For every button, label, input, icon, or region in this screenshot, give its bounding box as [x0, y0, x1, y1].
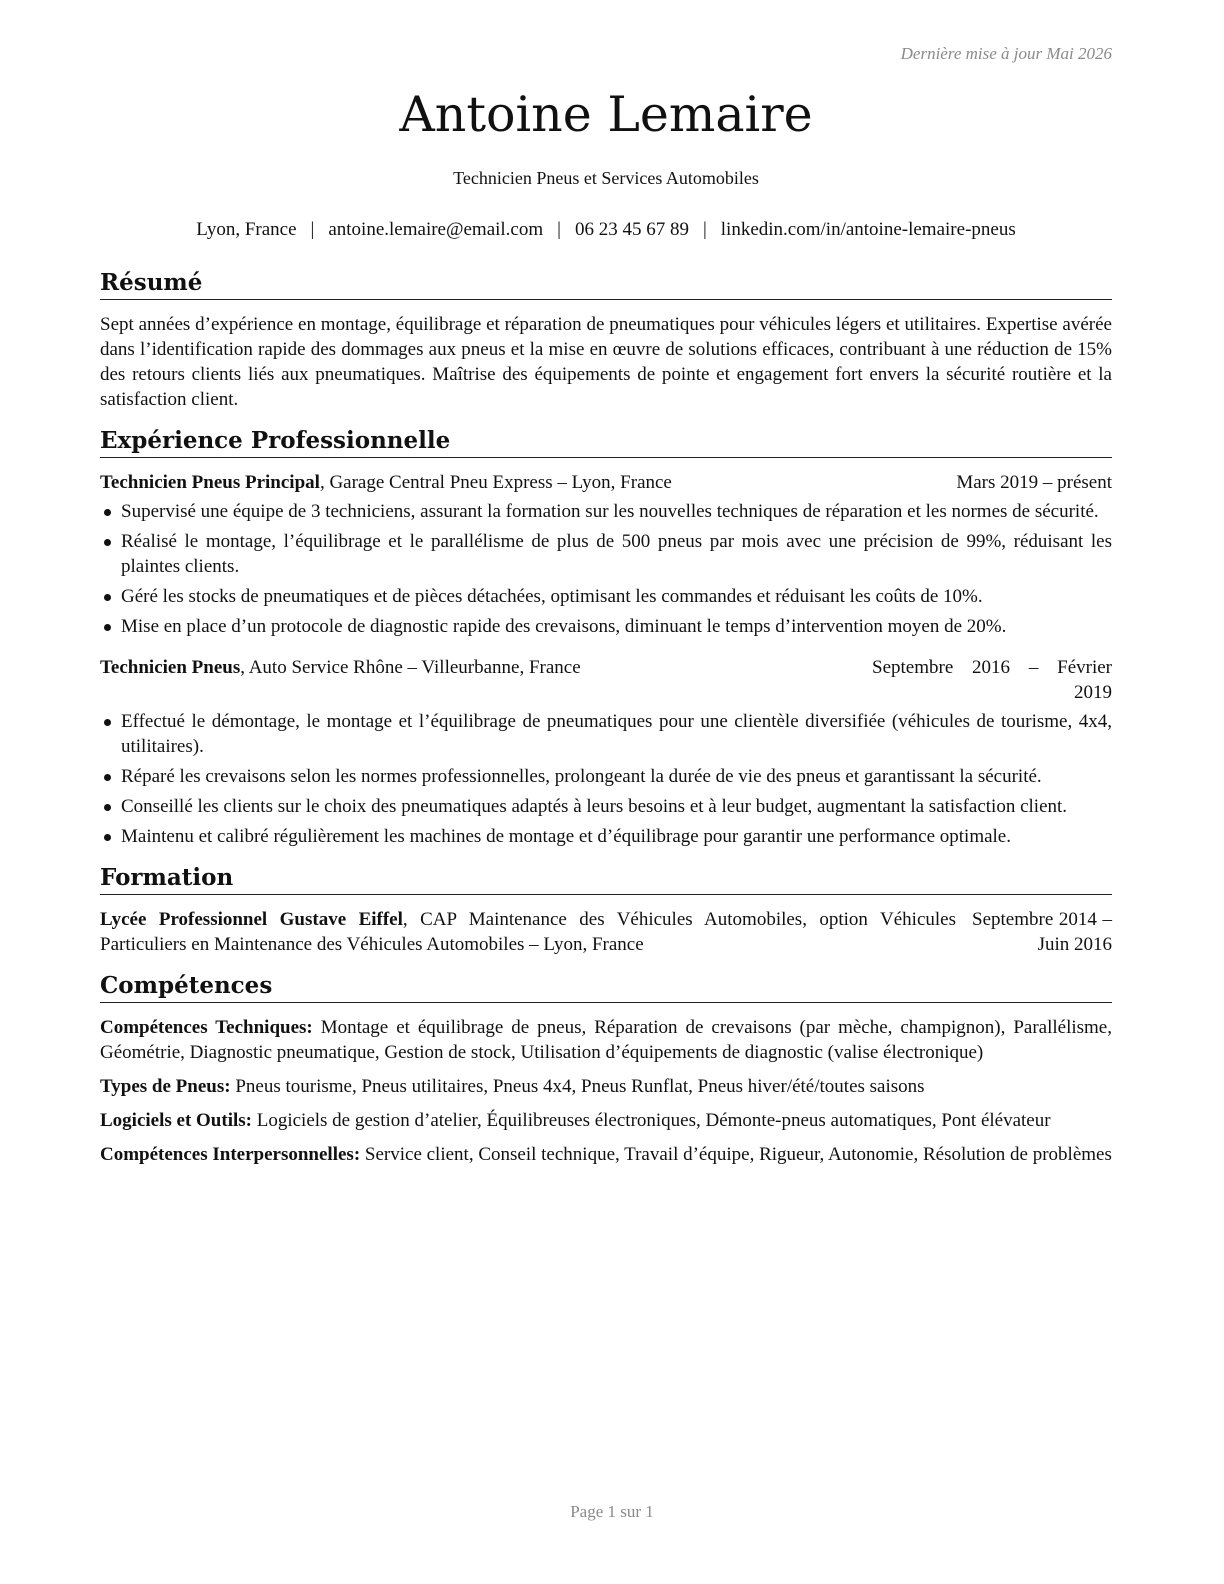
contact-linkedin[interactable]: linkedin.com/in/antoine-lemaire-pneus: [720, 219, 1016, 240]
job-company: , Auto Service Rhône – Villeurbanne, France: [240, 657, 581, 678]
job-bullets: [100, 499, 1112, 639]
skill-text: Montage et équilibrage de pneus, Réparation de crevaisons (par mèche, champignon), Parallélisme, Géométrie, Diagnostic pneumatique, Gestion de stock, Utilisation d’équipements de diagnostic (valise électronique): [100, 1017, 1112, 1063]
page-number: Page 1 sur 1: [570, 1502, 654, 1521]
job-dates: Septembre 2016 – Février 2019: [872, 657, 1112, 703]
education-school: Lycée Professionnel Gustave Eiffel: [100, 909, 403, 930]
skill-text: Pneus tourisme, Pneus utilitaires, Pneus 4x4, Pneus Runflat, Pneus hiver/été/toutes saisons: [230, 1076, 925, 1097]
section-heading: Compétences: [100, 971, 1112, 1003]
education-details: [100, 907, 972, 957]
skill-item: [100, 1142, 1112, 1167]
list-item: Conseillé les clients sur le choix des pneumatiques adaptés à leurs besoins et à leur budget, augmentant la satisfaction client.: [100, 794, 1112, 819]
job-bullets: [100, 709, 1112, 849]
education-section: [100, 863, 1112, 957]
job-dates: Mars 2019 – présent: [956, 472, 1112, 493]
education-entry: [100, 907, 1112, 957]
summary-text: Sept années d’expérience en montage, équilibrage et réparation de pneumatiques pour véhicules légers et utilitaires. Expertise avérée dans l’identification rapide des dommages aux pneus et la mise en œuvre de solutions efficaces, contribuant à une réduction de 15% des retours clients liés aux pneumatiques. Maîtrise des équipements de pointe et engagement fort envers la sécurité routière et la satisfaction client.: [100, 314, 1112, 410]
education-degree: , CAP Maintenance des Véhicules Automobiles, option Véhicules Particuliers en Maintenance des Véhicules Automobiles – Lyon, France: [100, 909, 956, 955]
skill-label: Compétences Interpersonnelles:: [100, 1144, 361, 1165]
list-item: Supervisé une équipe de 3 techniciens, assurant la formation sur les nouvelles techniques de réparation et les normes de sécurité.: [100, 499, 1112, 524]
list-item: Réparé les crevaisons selon les normes professionnelles, prolongeant la durée de vie des pneus et garantissant la sécurité.: [100, 764, 1112, 789]
section-heading: Résumé: [100, 268, 1112, 300]
skill-label: Logiciels et Outils:: [100, 1110, 252, 1131]
resume-content: [100, 268, 1112, 1181]
list-item: Mise en place d’un protocole de diagnostic rapide des crevaisons, diminuant le temps d’intervention moyen de 20%.: [100, 614, 1112, 639]
summary-section: [100, 268, 1112, 412]
education-dates: Septembre 2014 – Juin 2016: [972, 909, 1112, 955]
job-title-line: [100, 470, 956, 495]
contact-line: [100, 219, 1112, 241]
skill-text: Logiciels de gestion d’atelier, Équilibreuses électroniques, Démonte-pneus automatiques, Pont élévateur: [251, 1110, 1051, 1131]
list-item: Géré les stocks de pneumatiques et de pièces détachées, optimisant les commandes et réduisant les coûts de 10%.: [100, 584, 1112, 609]
skills-section: [100, 971, 1112, 1167]
skill-label: Types de Pneus:: [100, 1076, 231, 1097]
job-entry: [100, 470, 1112, 639]
contact-separator: |: [310, 219, 315, 240]
job-title-line: [100, 655, 872, 680]
job-title: Technicien Pneus: [100, 657, 241, 678]
candidate-title: Technicien Pneus et Services Automobiles: [453, 168, 759, 188]
job-title: Technicien Pneus Principal: [100, 472, 320, 493]
contact-separator: |: [557, 219, 561, 240]
contact-phone[interactable]: 06 23 45 67 89: [574, 219, 689, 240]
skill-item: [100, 1108, 1112, 1133]
contact-location: Lyon, France: [196, 219, 297, 240]
section-heading: Expérience Professionnelle: [100, 426, 1112, 458]
contact-separator: |: [702, 219, 707, 240]
job-header: [100, 470, 1112, 495]
job-header: [100, 655, 1112, 705]
skill-label: Compétences Techniques:: [100, 1017, 313, 1038]
skill-item: [100, 1015, 1112, 1065]
candidate-name: Antoine Lemaire: [399, 86, 813, 143]
last-updated: Dernière mise à jour Mai 2026: [900, 44, 1112, 63]
list-item: Maintenu et calibré régulièrement les machines de montage et d’équilibrage pour garantir une performance optimale.: [100, 824, 1112, 849]
list-item: Réalisé le montage, l’équilibrage et le parallélisme de plus de 500 pneus par mois avec une précision de 99%, réduisant les plaintes clients.: [100, 529, 1112, 579]
job-entry: [100, 655, 1112, 849]
skill-text: Service client, Conseil technique, Travail d’équipe, Rigueur, Autonomie, Résolution de problèmes: [360, 1144, 1112, 1165]
skill-item: [100, 1074, 1112, 1099]
job-company: , Garage Central Pneu Express – Lyon, France: [319, 472, 672, 493]
list-item: Effectué le démontage, le montage et l’équilibrage de pneumatiques pour une clientèle diversifiée (véhicules de tourisme, 4x4, utilitaires).: [100, 709, 1112, 759]
contact-email[interactable]: antoine.lemaire@email.com: [328, 219, 544, 240]
section-heading: Formation: [100, 863, 1112, 895]
experience-section: [100, 426, 1112, 849]
